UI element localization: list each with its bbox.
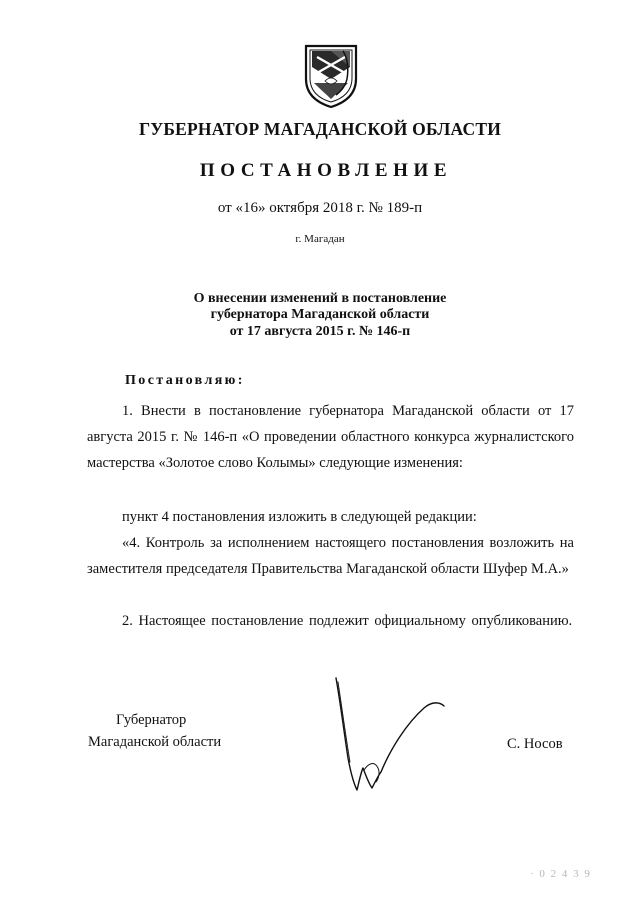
subject-line-3: от 17 августа 2015 г. № 146-п (229, 324, 411, 339)
handwritten-signature-icon (320, 672, 450, 802)
issuer-title: ГУБЕРНАТОР МАГАДАНСКОЙ ОБЛАСТИ (138, 119, 501, 139)
paragraph-4: 2. Настоящее постановление подлежит официальному опубликованию. (122, 613, 573, 629)
date-number-line: от «16» октября 2018 г. № 189-п (217, 200, 423, 216)
coat-of-arms-icon (303, 43, 359, 109)
signer-title-line-1: Губернатор (116, 712, 187, 728)
city-line: г. Магадан (295, 233, 345, 245)
subject-line-1: О внесении изменений в постановление (193, 291, 447, 306)
paragraph-3: «4. Контроль за исполнением настоящего постановления возложить на заместителя председателя Правительства Магаданской области Шуфер М.А.» (87, 535, 574, 577)
registration-stamp: · 0 2 4 3 9 (530, 868, 592, 880)
paragraph-1: 1. Внести в постановление губернатора Магаданской области от 17 августа 2015 г. № 146-п «О проведении областного конкурса журналистского мастерства «Золотое слово Колымы» следующие изменения: (87, 403, 574, 471)
signer-name: С. Носов (507, 736, 563, 752)
subject-line-2: губернатора Магаданской области (210, 307, 430, 322)
resolution-word: Постановляю: (125, 373, 245, 388)
paragraph-2: пункт 4 постановления изложить в следующей редакции: (122, 509, 477, 525)
signer-title-line-2: Магаданской области (88, 734, 222, 750)
document-type: ПОСТАНОВЛЕНИЕ (199, 160, 453, 181)
